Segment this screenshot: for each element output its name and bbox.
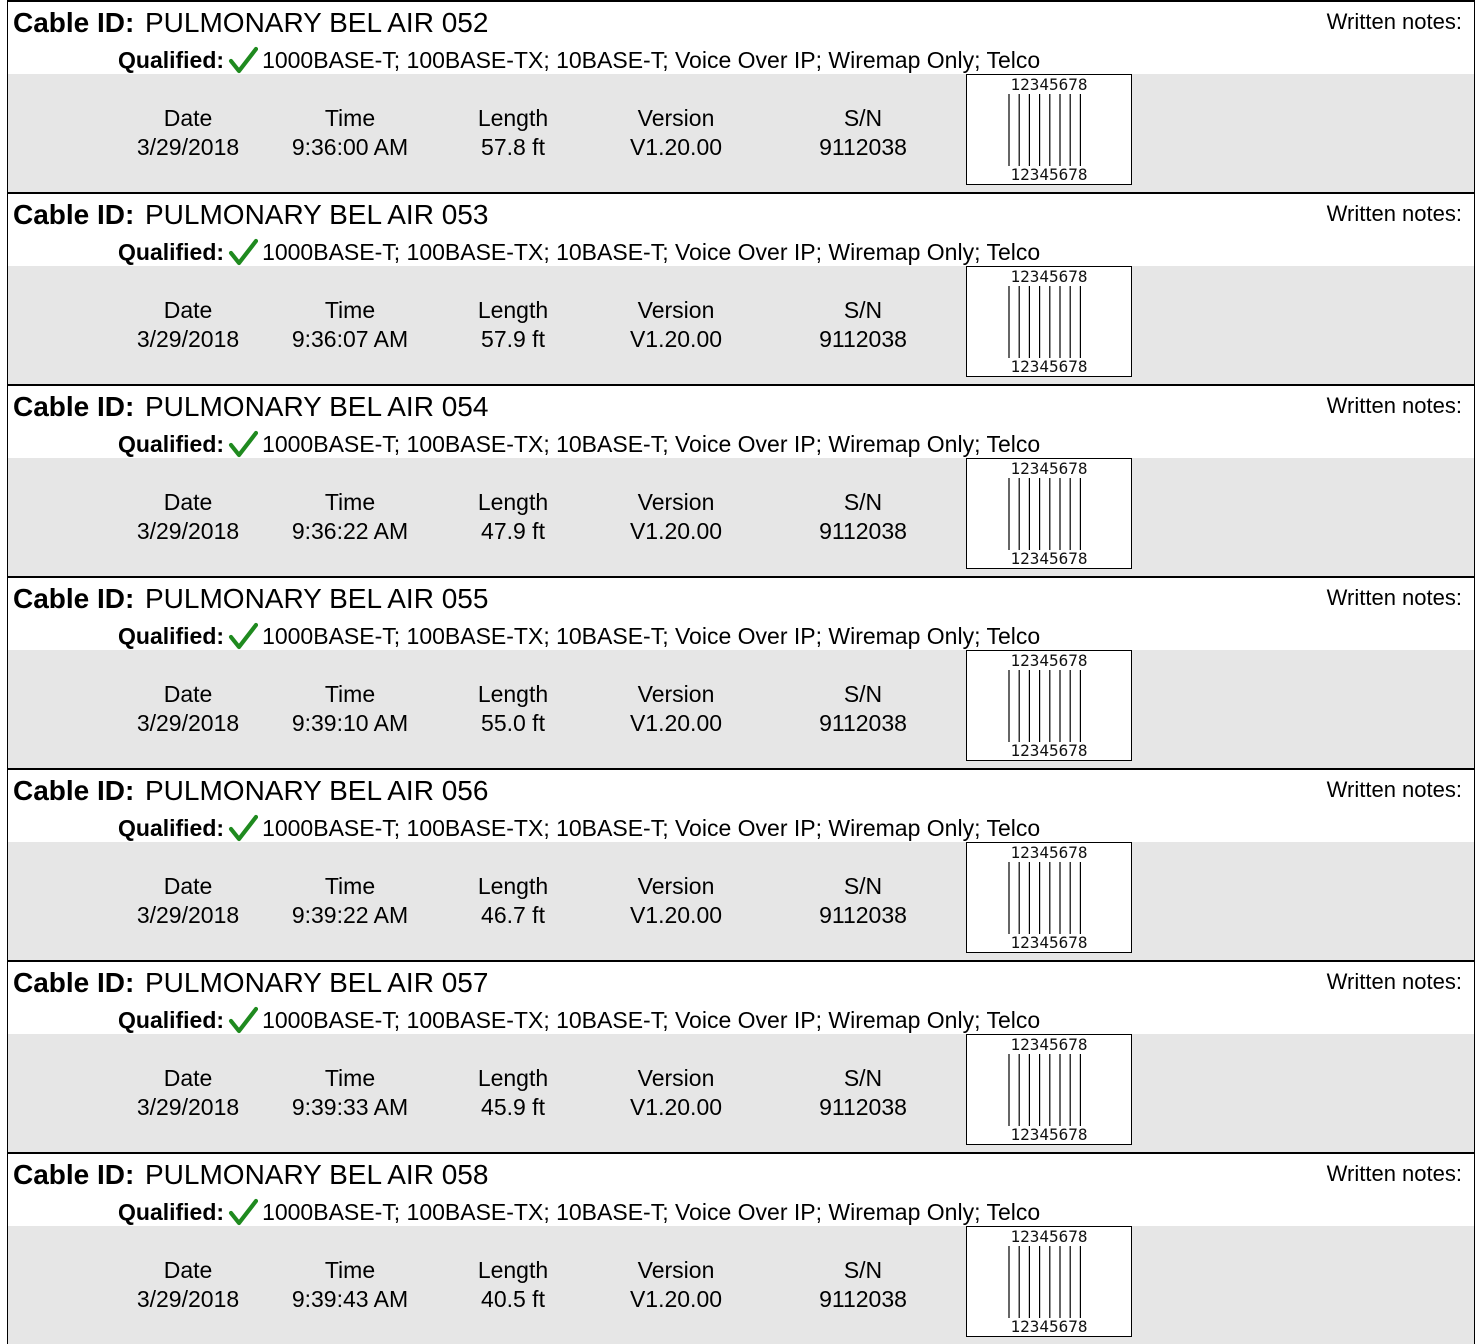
sn-value: 9112038 <box>819 1094 907 1120</box>
version-field <box>596 296 756 354</box>
wiremap-pins-top: 12345678 <box>1010 1035 1088 1054</box>
length-value: 47.9 ft <box>481 518 545 544</box>
record-header <box>8 2 1474 74</box>
sn-label: S/N <box>843 1065 883 1091</box>
sn-value: 9112038 <box>819 326 907 352</box>
cable-record <box>7 1152 1475 1344</box>
version-value: V1.20.00 <box>629 1286 723 1312</box>
cable-id-label: Cable ID: <box>13 967 135 998</box>
cable-id-value: PULMONARY BEL AIR 052 <box>145 7 489 38</box>
wiremap-lines <box>967 94 1131 166</box>
record-header <box>8 1154 1474 1226</box>
time-field <box>270 1064 430 1122</box>
wiremap-lines <box>967 286 1131 358</box>
time-label: Time <box>324 1065 376 1091</box>
version-value: V1.20.00 <box>629 326 723 352</box>
version-label: Version <box>637 681 715 707</box>
length-field <box>433 680 593 738</box>
version-value: V1.20.00 <box>629 902 723 928</box>
cable-id-value: PULMONARY BEL AIR 055 <box>145 583 489 614</box>
length-value: 57.9 ft <box>481 326 545 352</box>
wiremap-lines <box>967 670 1131 742</box>
version-field <box>596 1064 756 1122</box>
record-details <box>8 650 1474 768</box>
date-value: 3/29/2018 <box>136 134 240 160</box>
qualified-label: Qualified: <box>118 815 225 841</box>
sn-label: S/N <box>843 489 883 515</box>
wiremap-pins-top: 12345678 <box>1010 1227 1088 1246</box>
version-value: V1.20.00 <box>629 518 723 544</box>
wiremap-pins-bottom: 12345678 <box>1010 933 1088 952</box>
sn-label: S/N <box>843 297 883 323</box>
record-header <box>8 770 1474 842</box>
cable-id-label: Cable ID: <box>13 199 135 230</box>
wiremap-diagram <box>966 842 1132 953</box>
time-value: 9:39:43 AM <box>291 1286 409 1312</box>
qualified-row <box>118 46 1040 74</box>
length-field <box>433 104 593 162</box>
cable-record <box>7 192 1475 384</box>
wiremap-pins-bottom: 12345678 <box>1010 1125 1088 1144</box>
version-field <box>596 104 756 162</box>
version-field <box>596 488 756 546</box>
date-field <box>108 1064 268 1122</box>
sn-label: S/N <box>843 681 883 707</box>
sn-field <box>783 296 943 354</box>
checkmark-icon <box>228 430 258 458</box>
cable-id-value: PULMONARY BEL AIR 056 <box>145 775 489 806</box>
date-field <box>108 488 268 546</box>
length-label: Length <box>477 1065 549 1091</box>
qualified-standards: 1000BASE-T; 100BASE-TX; 10BASE-T; Voice Over IP; Wiremap Only; Telco <box>262 1007 1041 1033</box>
version-value: V1.20.00 <box>629 1094 723 1120</box>
length-label: Length <box>477 1257 549 1283</box>
qualified-row <box>118 622 1040 650</box>
sn-label: S/N <box>843 873 883 899</box>
version-label: Version <box>637 105 715 131</box>
date-value: 3/29/2018 <box>136 710 240 736</box>
checkmark-icon <box>228 1006 258 1034</box>
date-value: 3/29/2018 <box>136 326 240 352</box>
length-field <box>433 488 593 546</box>
time-value: 9:39:10 AM <box>291 710 409 736</box>
written-notes-label: Written notes: <box>1326 777 1462 802</box>
sn-value: 9112038 <box>819 902 907 928</box>
wiremap-pins-top: 12345678 <box>1010 267 1088 286</box>
version-label: Version <box>637 297 715 323</box>
checkmark-icon <box>228 622 258 650</box>
time-value: 9:39:33 AM <box>291 1094 409 1120</box>
qualified-standards: 1000BASE-T; 100BASE-TX; 10BASE-T; Voice Over IP; Wiremap Only; Telco <box>262 431 1041 457</box>
qualified-row <box>118 238 1040 266</box>
cable-id-label: Cable ID: <box>13 775 135 806</box>
date-value: 3/29/2018 <box>136 902 240 928</box>
length-field <box>433 296 593 354</box>
qualified-label: Qualified: <box>118 1007 225 1033</box>
length-value: 45.9 ft <box>481 1094 545 1120</box>
wiremap-pins-bottom: 12345678 <box>1010 165 1088 184</box>
checkmark-icon <box>228 238 258 266</box>
wiremap-pins-top: 12345678 <box>1010 75 1088 94</box>
qualified-label: Qualified: <box>118 623 225 649</box>
length-label: Length <box>477 105 549 131</box>
qualified-row <box>118 1198 1040 1226</box>
sn-label: S/N <box>843 105 883 131</box>
cable-record <box>7 0 1475 192</box>
record-details <box>8 74 1474 192</box>
date-field <box>108 1256 268 1314</box>
time-label: Time <box>324 873 376 899</box>
time-value: 9:36:07 AM <box>291 326 409 352</box>
sn-field <box>783 1256 943 1314</box>
qualified-standards: 1000BASE-T; 100BASE-TX; 10BASE-T; Voice Over IP; Wiremap Only; Telco <box>262 623 1041 649</box>
qualified-label: Qualified: <box>118 1199 225 1225</box>
qualified-label: Qualified: <box>118 47 225 73</box>
date-label: Date <box>163 297 213 323</box>
wiremap-diagram <box>966 74 1132 185</box>
wiremap-diagram <box>966 1226 1132 1337</box>
date-label: Date <box>163 873 213 899</box>
cable-id-value: PULMONARY BEL AIR 057 <box>145 967 489 998</box>
date-field <box>108 296 268 354</box>
wiremap-pins-bottom: 12345678 <box>1010 357 1088 376</box>
version-label: Version <box>637 1257 715 1283</box>
wiremap-pins-bottom: 12345678 <box>1010 1317 1088 1336</box>
time-label: Time <box>324 489 376 515</box>
sn-value: 9112038 <box>819 710 907 736</box>
wiremap-lines <box>967 862 1131 934</box>
record-header <box>8 194 1474 266</box>
length-field <box>433 1256 593 1314</box>
cable-record <box>7 384 1475 576</box>
wiremap-pins-bottom: 12345678 <box>1010 741 1088 760</box>
cable-id-label: Cable ID: <box>13 583 135 614</box>
qualified-label: Qualified: <box>118 239 225 265</box>
time-value: 9:36:00 AM <box>291 134 409 160</box>
version-value: V1.20.00 <box>629 710 723 736</box>
date-value: 3/29/2018 <box>136 1286 240 1312</box>
checkmark-icon <box>228 1198 258 1226</box>
date-label: Date <box>163 105 213 131</box>
record-header <box>8 386 1474 458</box>
cable-id-label: Cable ID: <box>13 1159 135 1190</box>
date-field <box>108 104 268 162</box>
qualified-standards: 1000BASE-T; 100BASE-TX; 10BASE-T; Voice Over IP; Wiremap Only; Telco <box>262 815 1041 841</box>
record-details <box>8 1226 1474 1344</box>
written-notes-label: Written notes: <box>1326 393 1462 418</box>
record-header <box>8 962 1474 1034</box>
time-field <box>270 488 430 546</box>
wiremap-diagram <box>966 266 1132 377</box>
length-value: 55.0 ft <box>481 710 545 736</box>
sn-field <box>783 680 943 738</box>
written-notes-label: Written notes: <box>1326 1161 1462 1186</box>
wiremap-lines <box>967 1054 1131 1126</box>
date-label: Date <box>163 1257 213 1283</box>
version-value: V1.20.00 <box>629 134 723 160</box>
sn-value: 9112038 <box>819 134 907 160</box>
wiremap-pins-top: 12345678 <box>1010 459 1088 478</box>
length-field <box>433 1064 593 1122</box>
record-details <box>8 458 1474 576</box>
checkmark-icon <box>228 814 258 842</box>
cable-id-label: Cable ID: <box>13 391 135 422</box>
wiremap-pins-top: 12345678 <box>1010 843 1088 862</box>
wiremap-lines <box>967 478 1131 550</box>
time-label: Time <box>324 1257 376 1283</box>
qualified-row <box>118 1006 1040 1034</box>
version-field <box>596 872 756 930</box>
version-label: Version <box>637 1065 715 1091</box>
cable-id-label: Cable ID: <box>13 7 135 38</box>
cable-record <box>7 576 1475 768</box>
length-value: 46.7 ft <box>481 902 545 928</box>
record-details <box>8 1034 1474 1152</box>
written-notes-label: Written notes: <box>1326 201 1462 226</box>
record-details <box>8 266 1474 384</box>
wiremap-pins-bottom: 12345678 <box>1010 549 1088 568</box>
length-field <box>433 872 593 930</box>
qualified-standards: 1000BASE-T; 100BASE-TX; 10BASE-T; Voice Over IP; Wiremap Only; Telco <box>262 1199 1041 1225</box>
wiremap-diagram <box>966 1034 1132 1145</box>
time-value: 9:39:22 AM <box>291 902 409 928</box>
length-value: 57.8 ft <box>481 134 545 160</box>
version-field <box>596 680 756 738</box>
length-label: Length <box>477 489 549 515</box>
date-field <box>108 872 268 930</box>
qualified-standards: 1000BASE-T; 100BASE-TX; 10BASE-T; Voice Over IP; Wiremap Only; Telco <box>262 239 1041 265</box>
time-value: 9:36:22 AM <box>291 518 409 544</box>
time-field <box>270 296 430 354</box>
sn-label: S/N <box>843 1257 883 1283</box>
version-label: Version <box>637 873 715 899</box>
date-label: Date <box>163 681 213 707</box>
length-label: Length <box>477 681 549 707</box>
record-details <box>8 842 1474 960</box>
length-value: 40.5 ft <box>481 1286 545 1312</box>
sn-field <box>783 104 943 162</box>
wiremap-diagram <box>966 458 1132 569</box>
time-label: Time <box>324 105 376 131</box>
qualified-standards: 1000BASE-T; 100BASE-TX; 10BASE-T; Voice Over IP; Wiremap Only; Telco <box>262 47 1041 73</box>
sn-value: 9112038 <box>819 518 907 544</box>
written-notes-label: Written notes: <box>1326 585 1462 610</box>
cable-id-value: PULMONARY BEL AIR 053 <box>145 199 489 230</box>
date-value: 3/29/2018 <box>136 1094 240 1120</box>
qualified-row <box>118 814 1040 842</box>
qualified-label: Qualified: <box>118 431 225 457</box>
version-label: Version <box>637 489 715 515</box>
date-label: Date <box>163 489 213 515</box>
date-value: 3/29/2018 <box>136 518 240 544</box>
wiremap-diagram <box>966 650 1132 761</box>
wiremap-pins-top: 12345678 <box>1010 651 1088 670</box>
time-field <box>270 872 430 930</box>
cable-id-value: PULMONARY BEL AIR 054 <box>145 391 489 422</box>
length-label: Length <box>477 297 549 323</box>
qualified-row <box>118 430 1040 458</box>
sn-value: 9112038 <box>819 1286 907 1312</box>
record-header <box>8 578 1474 650</box>
time-field <box>270 1256 430 1314</box>
wiremap-lines <box>967 1246 1131 1318</box>
written-notes-label: Written notes: <box>1326 969 1462 994</box>
time-field <box>270 104 430 162</box>
sn-field <box>783 488 943 546</box>
version-field <box>596 1256 756 1314</box>
length-label: Length <box>477 873 549 899</box>
cable-record <box>7 960 1475 1152</box>
time-label: Time <box>324 681 376 707</box>
time-label: Time <box>324 297 376 323</box>
checkmark-icon <box>228 46 258 74</box>
date-field <box>108 680 268 738</box>
cable-id-value: PULMONARY BEL AIR 058 <box>145 1159 489 1190</box>
written-notes-label: Written notes: <box>1326 9 1462 34</box>
sn-field <box>783 872 943 930</box>
sn-field <box>783 1064 943 1122</box>
time-field <box>270 680 430 738</box>
cable-record <box>7 768 1475 960</box>
date-label: Date <box>163 1065 213 1091</box>
